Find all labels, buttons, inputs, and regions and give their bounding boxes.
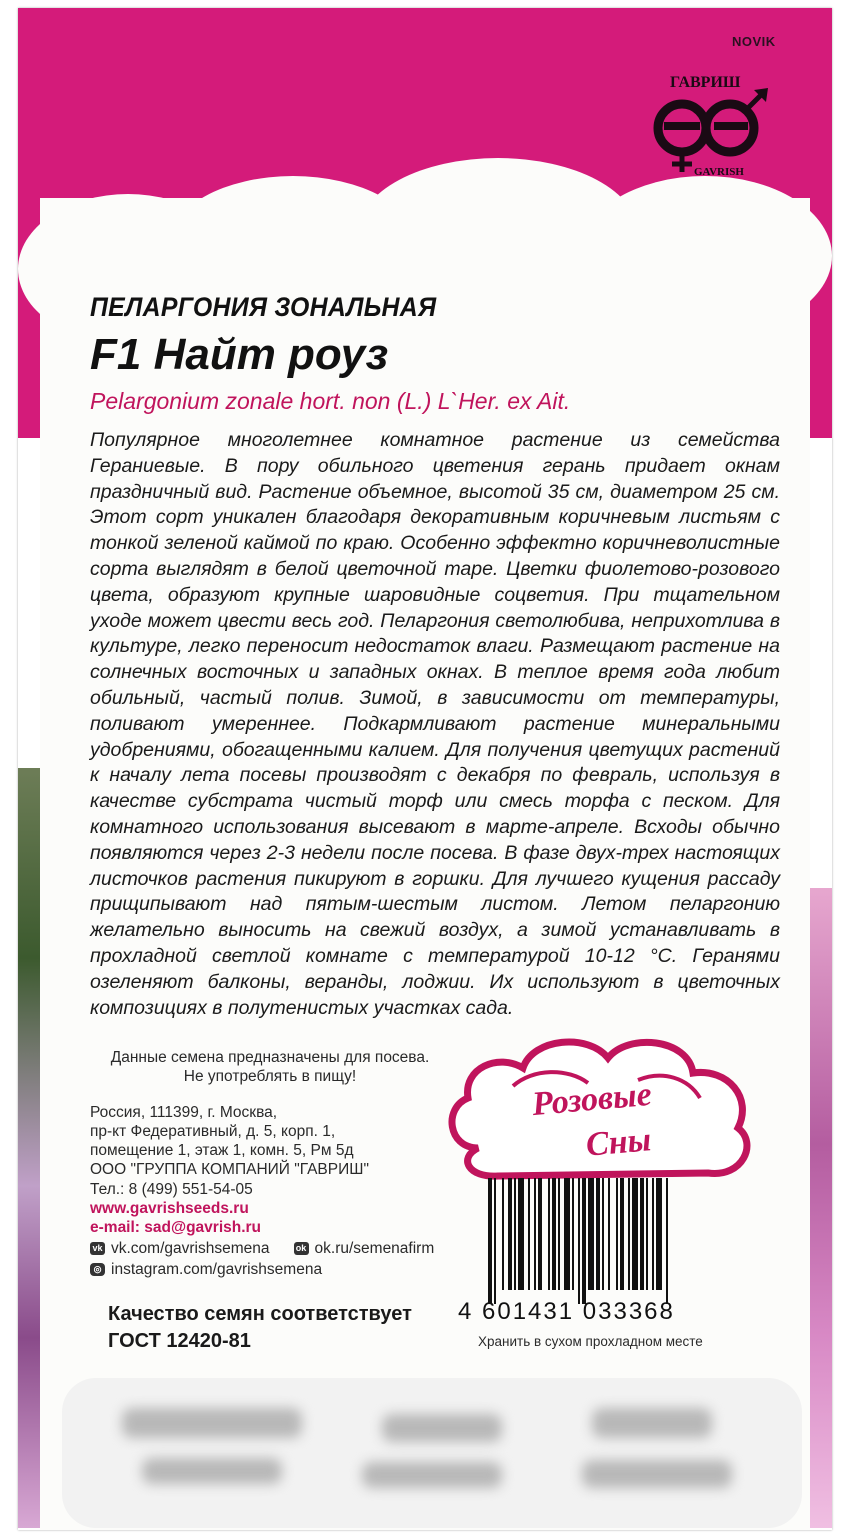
address-line: пр-кт Федеративный, д. 5, корп. 1, xyxy=(90,1122,336,1140)
social-row xyxy=(90,1259,450,1280)
barcode xyxy=(480,1178,770,1304)
barcode-bar xyxy=(616,1178,618,1290)
barcode-bar xyxy=(572,1178,574,1290)
barcode-bar xyxy=(518,1178,524,1290)
barcode-bar xyxy=(596,1178,600,1290)
email-link[interactable]: e-mail: sad@gavrish.ru xyxy=(90,1219,262,1237)
barcode-bar xyxy=(628,1178,630,1290)
barcode-bar xyxy=(502,1178,504,1290)
cloud-bump xyxy=(578,176,832,336)
instagram-link[interactable]: instagram.com/gavrishsemena xyxy=(111,1260,323,1278)
quality-statement xyxy=(108,1301,412,1355)
company-name: ООО "ГРУППА КОМПАНИЙ "ГАВРИШ" xyxy=(90,1161,369,1179)
barcode-bar xyxy=(656,1178,662,1290)
brand-name-en: GAVRISH xyxy=(694,166,744,178)
blurred-block xyxy=(362,1462,502,1488)
barcode-bar xyxy=(646,1178,648,1290)
barcode-bar xyxy=(538,1178,542,1290)
barcode-bar xyxy=(666,1178,668,1304)
barcode-bar xyxy=(494,1178,496,1304)
barcode-bar xyxy=(558,1178,560,1290)
series-name-line1: Розовые xyxy=(530,1075,654,1124)
barcode-bar xyxy=(652,1178,654,1290)
website-link[interactable]: www.gavrishseeds.ru xyxy=(90,1200,249,1218)
barcode-bar xyxy=(582,1178,586,1304)
blurred-block xyxy=(592,1408,712,1438)
address-line: помещение 1, этаж 1, комн. 5, Рм 5д xyxy=(90,1142,354,1160)
latin-name: Pelargonium zonale hort. non (L.) L`Her. ex Ait. xyxy=(90,388,571,414)
barcode-bar xyxy=(564,1178,570,1290)
gost-line: ГОСТ 12420-81 xyxy=(108,1330,251,1352)
instagram-icon: ◎ xyxy=(90,1263,105,1276)
barcode-bar xyxy=(488,1178,492,1304)
vk-link[interactable]: vk.com/gavrishsemena xyxy=(111,1239,270,1257)
phone: Тел.: 8 (499) 551-54-05 xyxy=(90,1180,253,1198)
barcode-bar xyxy=(534,1178,536,1290)
barcode-bar xyxy=(588,1178,594,1290)
barcode-bar xyxy=(548,1178,550,1290)
barcode-number: 4 601431 033368 xyxy=(458,1298,675,1325)
series-name-line2: Сны xyxy=(584,1121,653,1164)
seed-packet-back xyxy=(18,8,832,1530)
quality-line: Качество семян соответствует xyxy=(108,1303,412,1325)
blurred-block xyxy=(122,1408,302,1438)
barcode-bar xyxy=(514,1178,516,1290)
brand-name-ru: ГАВРИШ xyxy=(670,74,741,91)
description-text: Популярное многолетнее комнатное растение из семейства Гераниевые. В пору обильного цветения герань придает окнам праздничный вид. Растение объемное, высотой 35 см, диаметром 25 см. Этот сорт уникален благодаря декоративным коричневым листьям с тонкой зеленой каймой по краю. Особенно эффектно коричневолистные сорта выглядят в белой цветочной таре. Цветки фиолетово-розового цвета, образуют крупные шаровидные соцветия. При тщательном уходе может цвести весь год. Пеларгония светолюбива, неприхотлива в культуре, легко переносит недостаток влаги. Размещают растение на солнечных восточных и западных окнах. В теплое время года любит обильный, частый полив. Зимой, в зависимости от температуры, поливают умереннее. Подкармливают растение минеральными удобрениями, обогащенными калием. Для получения цветущих растений к началу лета посевы производят с декабря по февраль, используя в качестве субстрата чистый торф или смесь торфа с песком. Для комнатного использования высевают в марте-апреле. Всходы обычно появляются через 2-3 недели после посева. В фазе двух-трех настоящих листочков растения пикируют в горшки. Для лучшего кущения рассаду прищипывают над пятым-шестым листом. Летом пеларгонию желательно выносить на свежий воздух, а зимой устанавливать в прохладной светлой комнате с температурой 10-12 °С. Геранями озеленяют балконы, веранды, лоджии. Их используют в цветочных композициях в полутенистых участках сада. xyxy=(90,429,780,1019)
blurred-block xyxy=(142,1458,282,1484)
plant-type: ПЕЛАРГОНИЯ ЗОНАЛЬНАЯ xyxy=(90,292,437,322)
info-block xyxy=(90,1048,450,1280)
barcode-bar xyxy=(620,1178,624,1290)
barcode-bar xyxy=(552,1178,556,1290)
vk-icon: vk xyxy=(90,1242,105,1255)
blurred-batch-info xyxy=(62,1378,802,1528)
address-line: Россия, 111399, г. Москва, xyxy=(90,1103,278,1121)
variety-name: F1 Найт роуз xyxy=(90,330,389,379)
notice-line: Не употреблять в пищу! xyxy=(183,1068,357,1086)
barcode-bar xyxy=(640,1178,644,1290)
social-row xyxy=(90,1238,450,1259)
barcode-bar xyxy=(632,1178,638,1290)
barcode-bar xyxy=(578,1178,580,1304)
barcode-bar xyxy=(508,1178,512,1290)
address-block xyxy=(90,1103,450,1280)
barcode-bar xyxy=(528,1178,530,1290)
blurred-block xyxy=(582,1460,732,1488)
ok-icon: ok xyxy=(294,1242,309,1255)
barcode-bar xyxy=(602,1178,604,1290)
novik-tag: NOVIK xyxy=(732,34,776,49)
storage-note: Хранить в сухом прохладном месте xyxy=(478,1334,703,1349)
blurred-block xyxy=(382,1414,502,1442)
notice-line: Данные семена предназначены для посева. xyxy=(110,1049,430,1066)
barcode-bar xyxy=(608,1178,610,1290)
ok-link[interactable]: ok.ru/semenafirm xyxy=(314,1239,435,1257)
